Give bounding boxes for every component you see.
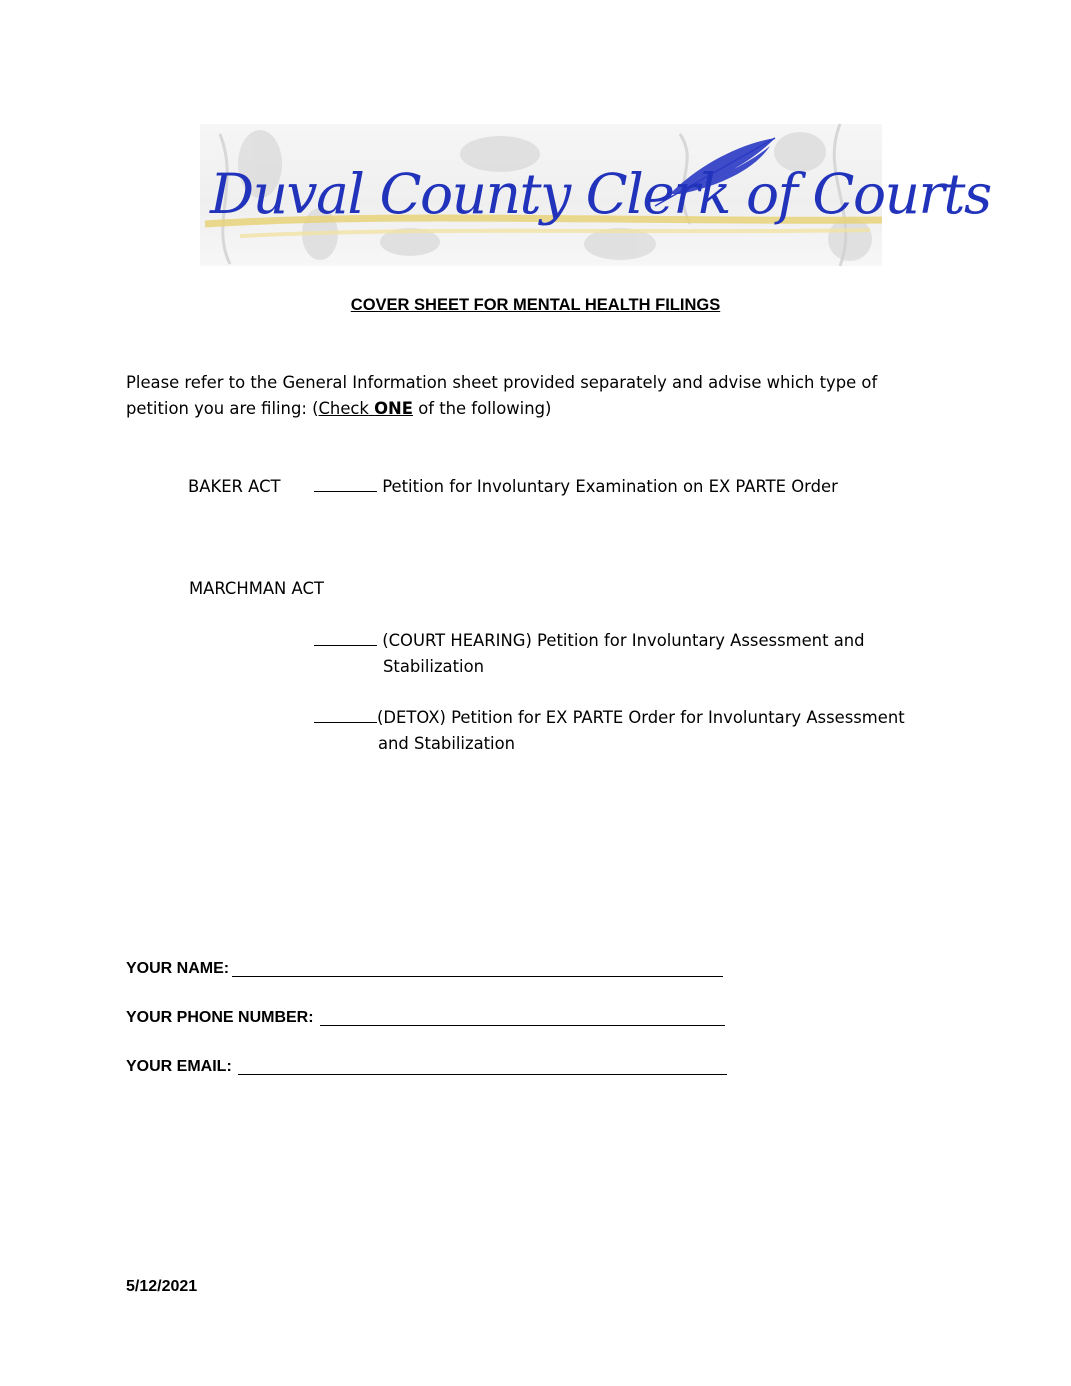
court-hearing-line-1: (COURT HEARING) Petition for Involuntary Assessment and xyxy=(382,631,865,650)
your-name-field[interactable] xyxy=(232,976,723,977)
marchman-option-court-hearing xyxy=(314,628,865,680)
intro-paragraph xyxy=(126,370,877,422)
baker-act-option-text: Petition for Involuntary Examination on EX PARTE Order xyxy=(382,477,838,496)
intro-line-2 xyxy=(126,396,877,422)
detox-line-1: (DETOX) Petition for EX PARTE Order for Involuntary Assessment xyxy=(377,708,905,727)
your-name-label: YOUR NAME: xyxy=(126,960,230,977)
baker-act-checkbox-blank[interactable] xyxy=(314,475,377,492)
intro-line-2-end: of the following) xyxy=(412,399,552,418)
your-phone-field[interactable] xyxy=(320,1025,725,1026)
page-title: COVER SHEET FOR MENTAL HEALTH FILINGS xyxy=(350,296,721,314)
intro-line-2-start: petition you are filing: ( xyxy=(126,399,319,418)
marchman-act-label: MARCHMAN ACT xyxy=(189,579,324,598)
detox-checkbox-blank[interactable] xyxy=(314,706,377,723)
your-phone-label: YOUR PHONE NUMBER: xyxy=(126,1009,314,1026)
marchman-option-detox xyxy=(314,705,905,757)
court-hearing-line-2: Stabilization xyxy=(383,657,484,676)
clerk-logo xyxy=(200,124,991,266)
detox-line-2: and Stabilization xyxy=(378,734,516,753)
revision-date: 5/12/2021 xyxy=(126,1278,198,1295)
logo-text: Duval County Clerk of Courts xyxy=(210,162,991,226)
baker-act-label: BAKER ACT xyxy=(188,477,281,496)
your-email-label: YOUR EMAIL: xyxy=(126,1058,232,1075)
one-word: ONE xyxy=(374,399,413,418)
check-word: Check ONE xyxy=(318,399,413,418)
court-hearing-checkbox-blank[interactable] xyxy=(314,629,377,646)
intro-line-1: Please refer to the General Information sheet provided separately and advise which type of xyxy=(126,373,878,392)
baker-act-option xyxy=(314,474,838,500)
your-email-field[interactable] xyxy=(238,1074,727,1075)
